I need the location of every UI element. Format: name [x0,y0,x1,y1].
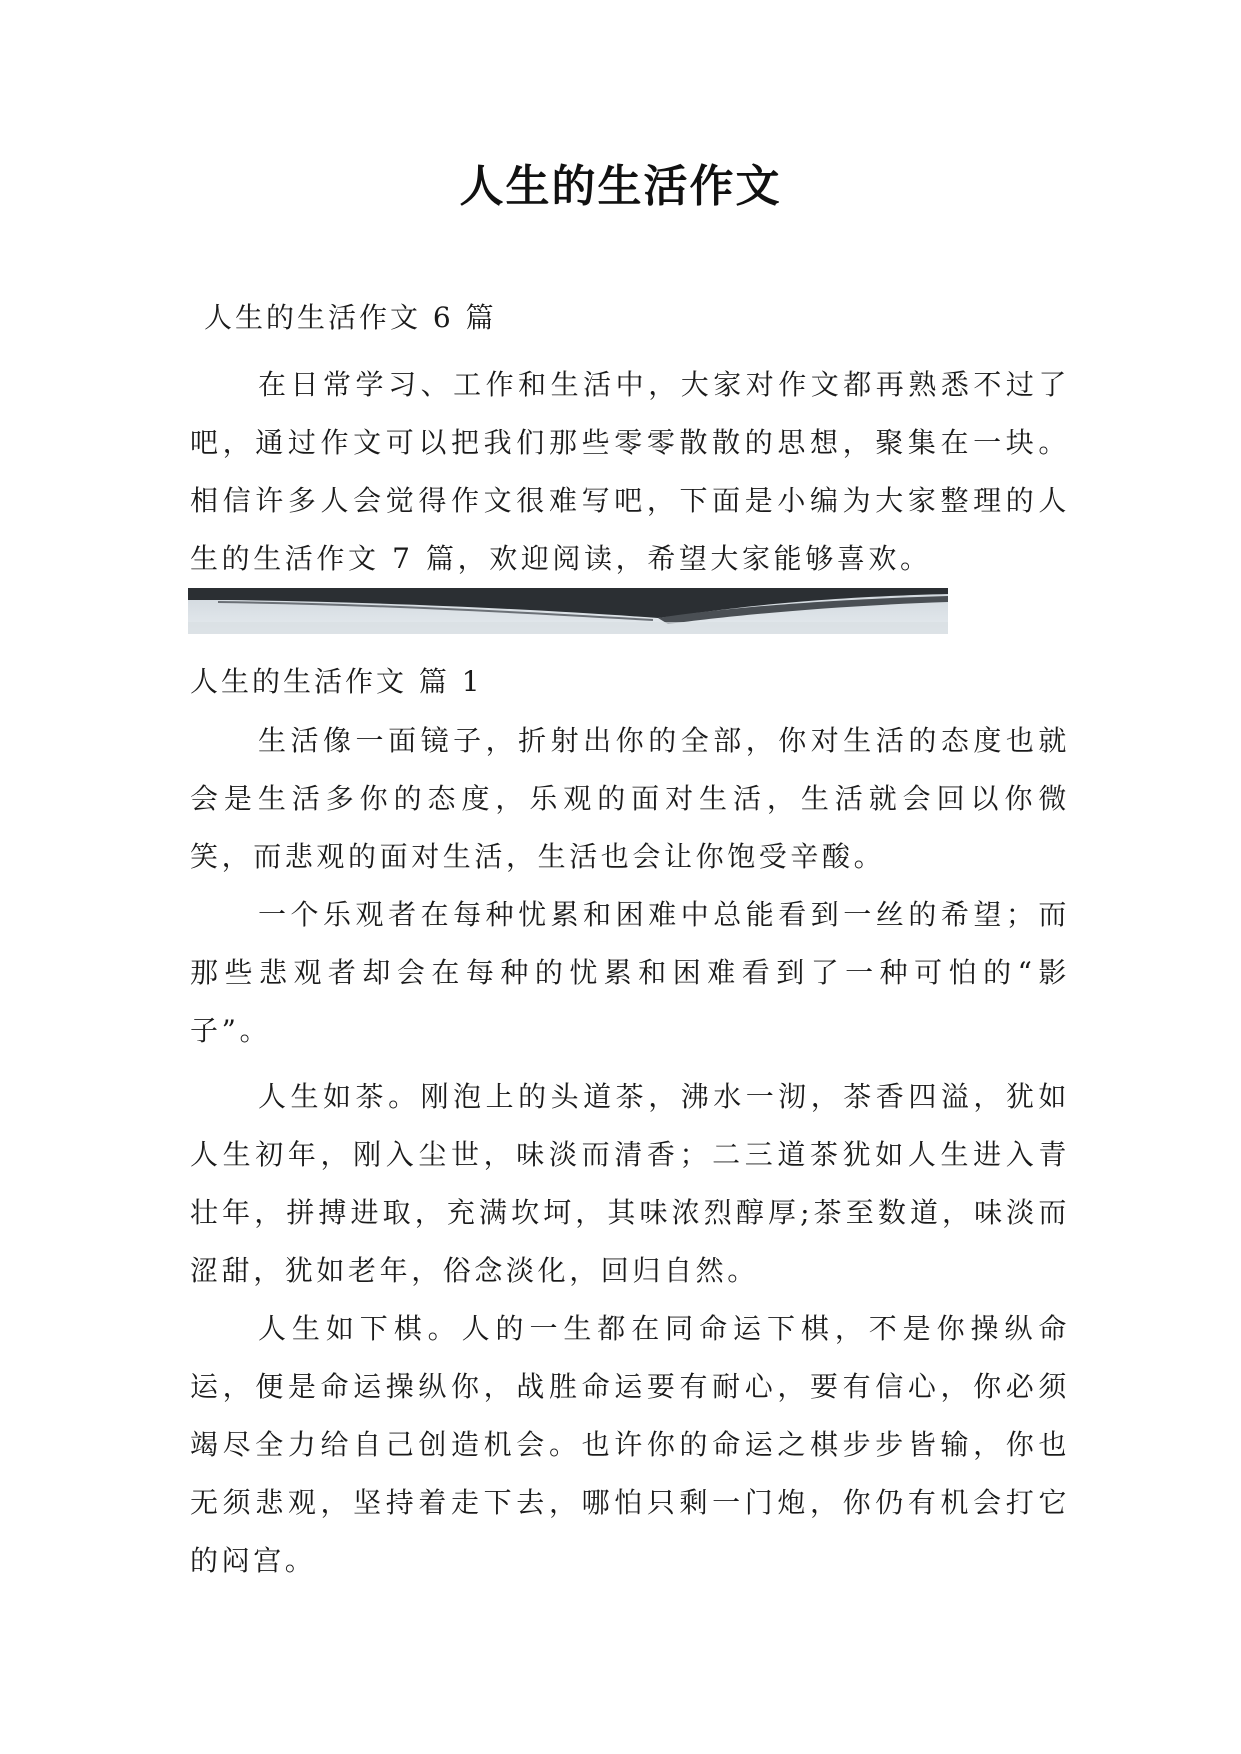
body-paragraph-4: 人生如下棋。人的一生都在同命运下棋，不是你操纵命运，便是命运操纵你，战胜命运要有耐心，要有信心，你必须竭尽全力给自己创造机会。也许你的命运之棋步步皆输，你也无须悲观，坚持着走下去，哪怕只剩一门炮，你仍有机会打它的闷宫。 [190,1312,1070,1577]
body-paragraph-3: 人生如茶。刚泡上的头道茶，沸水一沏，茶香四溢，犹如人生初年，刚入尘世，味淡而清香；二三道茶犹如人生进入青壮年，拼搏进取，充满坎坷，其味浓烈醇厚;茶至数道，味淡而涩甜，犹如老年，俗念淡化，回归自然。 [190,1080,1070,1287]
decorative-banner-image [188,588,948,634]
body-paragraph-1: 生活像一面镜子，折射出你的全部，你对生活的态度也就会是生活多你的态度，乐观的面对生活，生活就会回以你微笑，而悲观的面对生活，生活也会让你饱受辛酸。 [190,724,1070,873]
body-paragraph-2: 一个乐观者在每种忧累和困难中总能看到一丝的希望；而那些悲观者却会在每种的忧累和困难看到了一种可怕的“影子”。 [190,898,1070,1047]
document-body [190,290,1070,1590]
intro-paragraph: 在日常学习、工作和生活中，大家对作文都再熟悉不过了吧，通过作文可以把我们那些零零散散的思想，聚集在一块。相信许多人会觉得作文很难写吧，下面是小编为大家整理的人生的生活作文 7 篇，欢迎阅读，希望大家能够喜欢。 [190,368,1070,575]
section-heading: 人生的生活作文 篇 1 [190,665,483,698]
document-title: 人生的生活作文 [459,161,782,212]
document-subtitle: 人生的生活作文 6 篇 [204,301,497,334]
